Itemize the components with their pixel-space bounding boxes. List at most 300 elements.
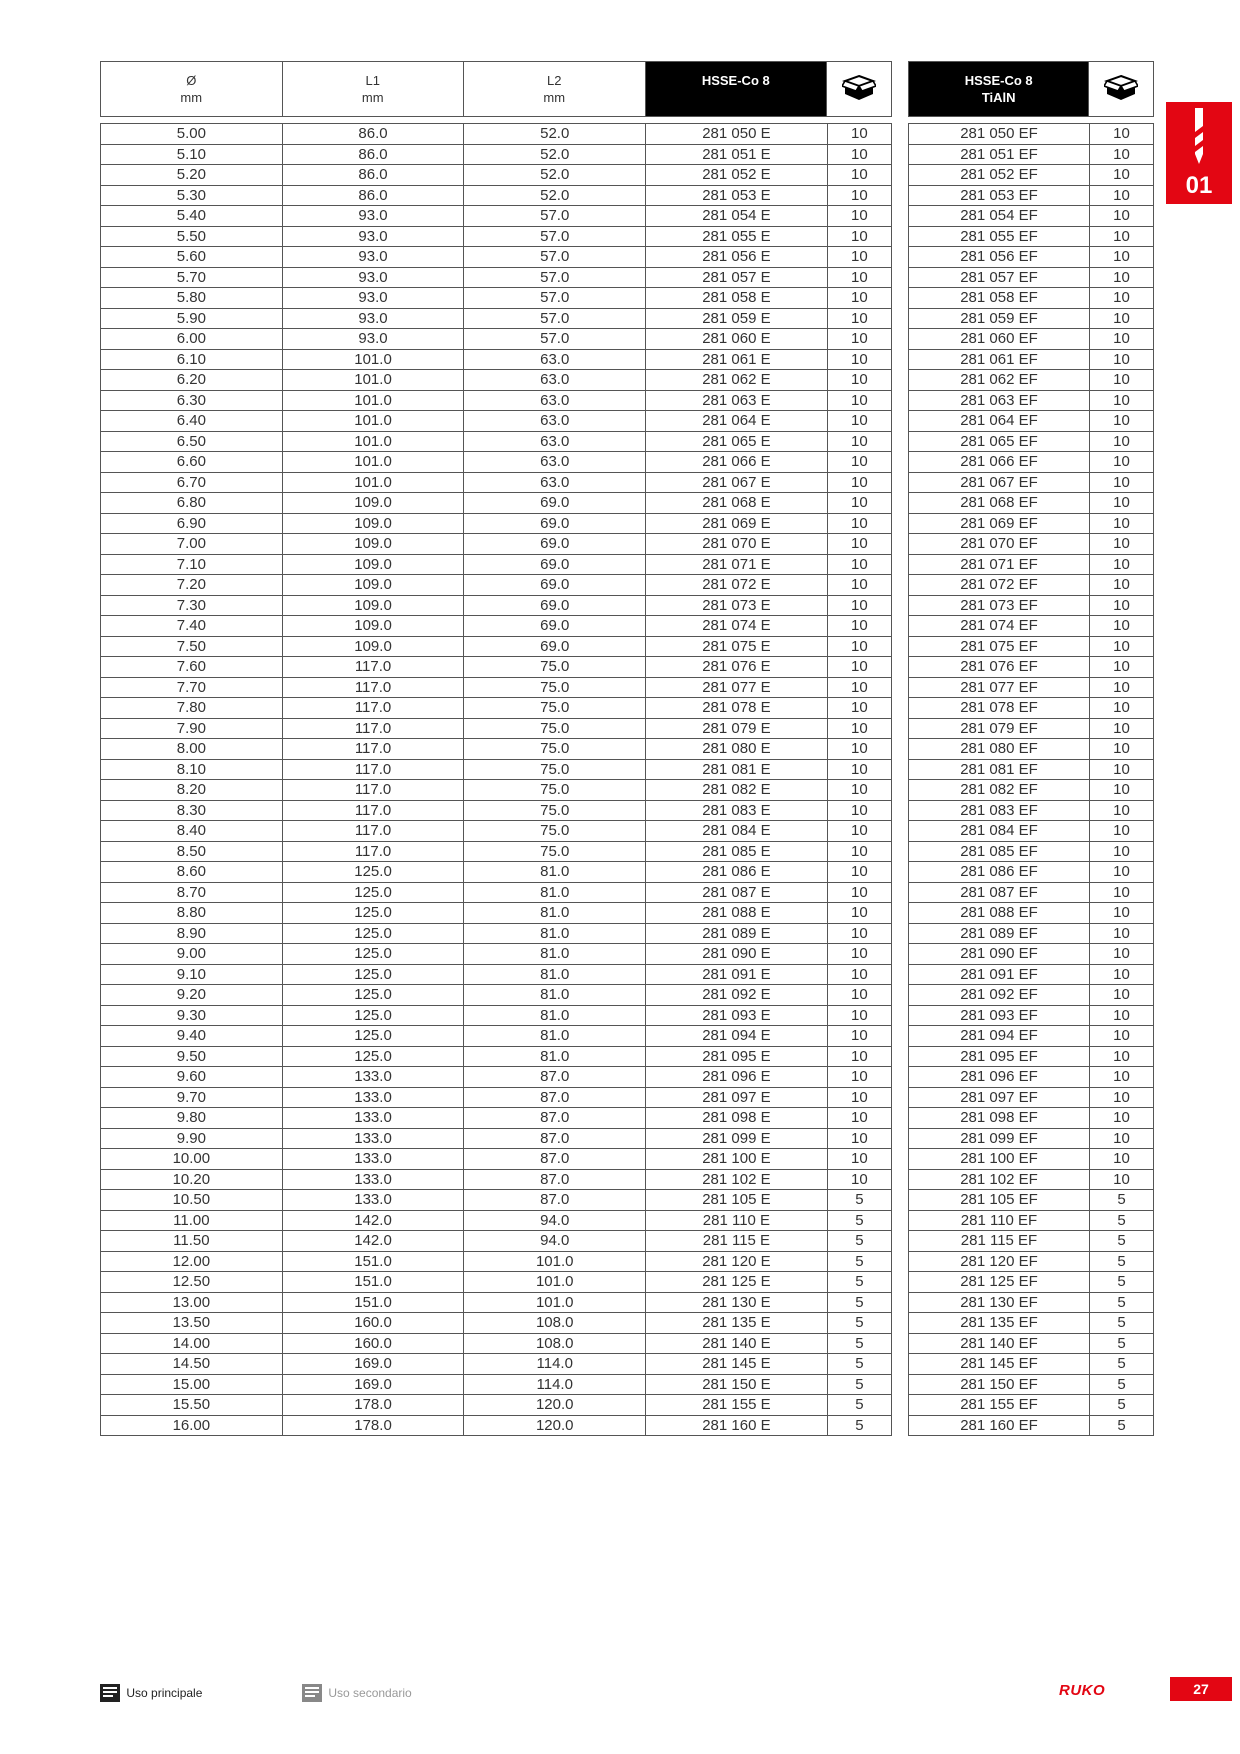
pack-qty-cell: 10	[827, 411, 891, 432]
header-diameter-unit: mm	[180, 90, 203, 105]
article-ef-cell: 281 140 EF	[909, 1333, 1090, 1354]
diameter-cell: 8.20	[101, 780, 283, 801]
table-row	[909, 1149, 1154, 1170]
table-row	[909, 1108, 1154, 1129]
l2-cell: 57.0	[464, 288, 646, 309]
pack-qty-cell: 10	[827, 985, 891, 1006]
table-row	[101, 1313, 892, 1334]
table-row	[101, 534, 892, 555]
pack-qty-cell: 10	[827, 247, 891, 268]
table-row	[909, 1415, 1154, 1436]
header-pack-qty-tialn	[1089, 62, 1154, 117]
table-row	[101, 800, 892, 821]
pack-qty-cell: 10	[827, 165, 891, 186]
table-row	[101, 493, 892, 514]
table-row	[909, 329, 1154, 350]
article-ef-cell: 281 058 EF	[909, 288, 1090, 309]
table-row	[101, 595, 892, 616]
l1-cell: 109.0	[282, 554, 464, 575]
article-e-cell: 281 084 E	[646, 821, 828, 842]
header-hsse-co8	[645, 62, 827, 117]
table-row	[909, 1333, 1154, 1354]
article-e-cell: 281 093 E	[646, 1005, 828, 1026]
l2-cell: 75.0	[464, 739, 646, 760]
pack-qty-ef-cell: 5	[1090, 1272, 1154, 1293]
pack-qty-ef-cell: 10	[1090, 206, 1154, 227]
diameter-cell: 9.10	[101, 964, 283, 985]
l2-cell: 63.0	[464, 452, 646, 473]
l1-cell: 109.0	[282, 616, 464, 637]
table-row	[101, 206, 892, 227]
pack-qty-cell: 10	[827, 800, 891, 821]
pack-qty-ef-cell: 10	[1090, 554, 1154, 575]
diameter-cell: 9.50	[101, 1046, 283, 1067]
diameter-cell: 6.30	[101, 390, 283, 411]
pack-qty-cell: 10	[827, 944, 891, 965]
pack-qty-ef-cell: 10	[1090, 124, 1154, 145]
table-row	[101, 821, 892, 842]
article-e-cell: 281 155 E	[646, 1395, 828, 1416]
article-e-cell: 281 062 E	[646, 370, 828, 391]
diameter-cell: 12.50	[101, 1272, 283, 1293]
pack-qty-cell: 5	[827, 1374, 891, 1395]
pack-qty-ef-cell: 10	[1090, 985, 1154, 1006]
l1-cell: 178.0	[282, 1395, 464, 1416]
l2-cell: 69.0	[464, 636, 646, 657]
pack-qty-ef-cell: 10	[1090, 821, 1154, 842]
pack-qty-ef-cell: 5	[1090, 1292, 1154, 1313]
l1-cell: 101.0	[282, 452, 464, 473]
main-table-header	[100, 61, 892, 117]
table-row	[101, 165, 892, 186]
pack-qty-cell: 10	[827, 718, 891, 739]
article-e-cell: 281 063 E	[646, 390, 828, 411]
pack-qty-cell: 10	[827, 821, 891, 842]
l2-cell: 114.0	[464, 1354, 646, 1375]
l1-cell: 93.0	[282, 329, 464, 350]
pack-qty-ef-cell: 10	[1090, 780, 1154, 801]
table-row	[101, 1251, 892, 1272]
l1-cell: 125.0	[282, 985, 464, 1006]
article-e-cell: 281 089 E	[646, 923, 828, 944]
diameter-cell: 8.40	[101, 821, 283, 842]
pack-qty-ef-cell: 10	[1090, 698, 1154, 719]
article-ef-cell: 281 098 EF	[909, 1108, 1090, 1129]
pack-qty-cell: 10	[827, 390, 891, 411]
l1-cell: 117.0	[282, 739, 464, 760]
diameter-cell: 8.80	[101, 903, 283, 924]
diameter-cell: 7.00	[101, 534, 283, 555]
article-ef-cell: 281 110 EF	[909, 1210, 1090, 1231]
l2-cell: 87.0	[464, 1087, 646, 1108]
pack-qty-ef-cell: 5	[1090, 1333, 1154, 1354]
table-row	[101, 657, 892, 678]
l2-cell: 94.0	[464, 1231, 646, 1252]
diameter-cell: 8.00	[101, 739, 283, 760]
pack-qty-cell: 10	[827, 472, 891, 493]
article-e-cell: 281 073 E	[646, 595, 828, 616]
diameter-cell: 6.00	[101, 329, 283, 350]
article-e-cell: 281 096 E	[646, 1067, 828, 1088]
diameter-cell: 10.00	[101, 1149, 283, 1170]
diameter-cell: 7.90	[101, 718, 283, 739]
article-ef-cell: 281 076 EF	[909, 657, 1090, 678]
l1-cell: 125.0	[282, 964, 464, 985]
table-row	[101, 390, 892, 411]
l2-cell: 120.0	[464, 1395, 646, 1416]
l2-cell: 101.0	[464, 1292, 646, 1313]
pack-qty-cell: 10	[827, 1169, 891, 1190]
table-row	[101, 267, 892, 288]
l1-cell: 109.0	[282, 513, 464, 534]
article-ef-cell: 281 063 EF	[909, 390, 1090, 411]
pack-qty-cell: 10	[827, 452, 891, 473]
table-row	[101, 882, 892, 903]
l2-cell: 101.0	[464, 1251, 646, 1272]
pack-qty-cell: 5	[827, 1190, 891, 1211]
article-e-cell: 281 086 E	[646, 862, 828, 883]
table-row	[909, 534, 1154, 555]
table-row	[909, 1313, 1154, 1334]
table-row	[909, 226, 1154, 247]
article-ef-cell: 281 090 EF	[909, 944, 1090, 965]
l2-cell: 69.0	[464, 554, 646, 575]
l2-cell: 81.0	[464, 1046, 646, 1067]
article-ef-cell: 281 160 EF	[909, 1415, 1090, 1436]
pack-qty-ef-cell: 10	[1090, 308, 1154, 329]
l1-cell: 101.0	[282, 472, 464, 493]
table-row	[909, 944, 1154, 965]
pack-qty-cell: 10	[827, 677, 891, 698]
diameter-cell: 9.00	[101, 944, 283, 965]
pack-qty-ef-cell: 10	[1090, 739, 1154, 760]
table-row	[909, 1354, 1154, 1375]
article-e-cell: 281 140 E	[646, 1333, 828, 1354]
pack-qty-ef-cell: 10	[1090, 1128, 1154, 1149]
pack-qty-cell: 10	[827, 595, 891, 616]
l1-cell: 151.0	[282, 1251, 464, 1272]
article-ef-cell: 281 054 EF	[909, 206, 1090, 227]
article-ef-cell: 281 061 EF	[909, 349, 1090, 370]
article-e-cell: 281 068 E	[646, 493, 828, 514]
table-row	[909, 472, 1154, 493]
article-ef-cell: 281 067 EF	[909, 472, 1090, 493]
main-table	[100, 123, 892, 1436]
table-row	[909, 800, 1154, 821]
pack-qty-ef-cell: 10	[1090, 903, 1154, 924]
table-row	[101, 226, 892, 247]
l1-cell: 178.0	[282, 1415, 464, 1436]
l2-cell: 63.0	[464, 411, 646, 432]
article-e-cell: 281 066 E	[646, 452, 828, 473]
diameter-cell: 6.90	[101, 513, 283, 534]
pack-qty-cell: 10	[827, 923, 891, 944]
article-e-cell: 281 077 E	[646, 677, 828, 698]
table-row	[909, 1374, 1154, 1395]
diameter-cell: 12.00	[101, 1251, 283, 1272]
l2-cell: 63.0	[464, 390, 646, 411]
diameter-cell: 5.80	[101, 288, 283, 309]
pack-qty-ef-cell: 10	[1090, 677, 1154, 698]
table-row	[909, 657, 1154, 678]
diameter-cell: 9.40	[101, 1026, 283, 1047]
l1-cell: 117.0	[282, 759, 464, 780]
l1-cell: 142.0	[282, 1231, 464, 1252]
article-e-cell: 281 069 E	[646, 513, 828, 534]
pack-qty-cell: 10	[827, 206, 891, 227]
article-ef-cell: 281 079 EF	[909, 718, 1090, 739]
l1-cell: 133.0	[282, 1169, 464, 1190]
chapter-number: 01	[1185, 172, 1213, 199]
pack-qty-cell: 10	[827, 1046, 891, 1067]
header-diameter-symbol: Ø	[186, 73, 197, 88]
table-row	[101, 1128, 892, 1149]
l2-cell: 57.0	[464, 226, 646, 247]
pack-qty-cell: 10	[827, 636, 891, 657]
pack-qty-ef-cell: 10	[1090, 513, 1154, 534]
l1-cell: 151.0	[282, 1292, 464, 1313]
table-row	[101, 247, 892, 268]
table-row	[909, 903, 1154, 924]
table-row	[909, 1046, 1154, 1067]
table-row	[101, 1005, 892, 1026]
article-e-cell: 281 072 E	[646, 575, 828, 596]
l1-cell: 125.0	[282, 862, 464, 883]
article-ef-cell: 281 073 EF	[909, 595, 1090, 616]
table-row	[909, 616, 1154, 637]
table-row	[909, 759, 1154, 780]
diameter-cell: 16.00	[101, 1415, 283, 1436]
l2-cell: 57.0	[464, 206, 646, 227]
table-row	[101, 1169, 892, 1190]
l1-cell: 109.0	[282, 636, 464, 657]
pack-qty-ef-cell: 10	[1090, 390, 1154, 411]
header-diameter	[101, 62, 283, 117]
diameter-cell: 8.10	[101, 759, 283, 780]
diameter-cell: 15.50	[101, 1395, 283, 1416]
diameter-cell: 7.30	[101, 595, 283, 616]
pack-qty-cell: 10	[827, 657, 891, 678]
table-row	[909, 1210, 1154, 1231]
diameter-cell: 14.50	[101, 1354, 283, 1375]
table-row	[909, 1292, 1154, 1313]
l1-cell: 125.0	[282, 944, 464, 965]
article-ef-cell: 281 055 EF	[909, 226, 1090, 247]
table-row	[101, 370, 892, 391]
legend-secondary-label: Uso secondario	[328, 1686, 412, 1700]
pack-qty-ef-cell: 10	[1090, 534, 1154, 555]
l2-cell: 57.0	[464, 267, 646, 288]
table-row	[909, 636, 1154, 657]
article-e-cell: 281 076 E	[646, 657, 828, 678]
diameter-cell: 7.20	[101, 575, 283, 596]
table-row	[101, 124, 892, 145]
article-e-cell: 281 057 E	[646, 267, 828, 288]
l2-cell: 114.0	[464, 1374, 646, 1395]
pack-qty-cell: 10	[827, 1005, 891, 1026]
l1-cell: 117.0	[282, 718, 464, 739]
article-ef-cell: 281 066 EF	[909, 452, 1090, 473]
pack-qty-cell: 5	[827, 1292, 891, 1313]
l2-cell: 69.0	[464, 575, 646, 596]
table-row	[909, 780, 1154, 801]
pack-qty-cell: 10	[827, 1067, 891, 1088]
pack-qty-cell: 10	[827, 964, 891, 985]
l1-cell: 117.0	[282, 780, 464, 801]
pack-qty-cell: 5	[827, 1272, 891, 1293]
table-row	[909, 1272, 1154, 1293]
article-ef-cell: 281 095 EF	[909, 1046, 1090, 1067]
table-row	[909, 390, 1154, 411]
pack-qty-cell: 5	[827, 1354, 891, 1375]
pack-qty-ef-cell: 10	[1090, 841, 1154, 862]
l1-cell: 93.0	[282, 226, 464, 247]
pack-qty-ef-cell: 5	[1090, 1251, 1154, 1272]
l1-cell: 101.0	[282, 349, 464, 370]
pack-qty-ef-cell: 10	[1090, 411, 1154, 432]
header-hsse-co8-tialn-label: HSSE-Co 8	[964, 73, 1033, 88]
diameter-cell: 8.70	[101, 882, 283, 903]
l2-cell: 87.0	[464, 1108, 646, 1129]
tialn-table	[908, 123, 1154, 1436]
pack-qty-cell: 10	[827, 1108, 891, 1129]
table-row	[101, 1231, 892, 1252]
table-row	[101, 1333, 892, 1354]
pack-qty-cell: 10	[827, 575, 891, 596]
l1-cell: 93.0	[282, 267, 464, 288]
pack-qty-cell: 10	[827, 903, 891, 924]
diameter-cell: 5.50	[101, 226, 283, 247]
l2-cell: 63.0	[464, 370, 646, 391]
diameter-cell: 9.70	[101, 1087, 283, 1108]
pack-qty-ef-cell: 10	[1090, 144, 1154, 165]
article-e-cell: 281 102 E	[646, 1169, 828, 1190]
table-row	[909, 144, 1154, 165]
table-row	[909, 575, 1154, 596]
article-e-cell: 281 051 E	[646, 144, 828, 165]
article-ef-cell: 281 075 EF	[909, 636, 1090, 657]
l1-cell: 117.0	[282, 657, 464, 678]
l2-cell: 81.0	[464, 964, 646, 985]
pack-qty-ef-cell: 5	[1090, 1210, 1154, 1231]
l2-cell: 52.0	[464, 144, 646, 165]
legend-secondary	[302, 1684, 412, 1702]
l2-cell: 81.0	[464, 944, 646, 965]
table-row	[101, 1272, 892, 1293]
article-e-cell: 281 120 E	[646, 1251, 828, 1272]
table-row	[101, 1108, 892, 1129]
table-row	[909, 841, 1154, 862]
legend-primary-label: Uso principale	[126, 1686, 203, 1700]
article-ef-cell: 281 086 EF	[909, 862, 1090, 883]
l2-cell: 81.0	[464, 882, 646, 903]
table-row	[101, 1354, 892, 1375]
article-e-cell: 281 105 E	[646, 1190, 828, 1211]
l2-cell: 87.0	[464, 1067, 646, 1088]
diameter-cell: 14.00	[101, 1333, 283, 1354]
article-e-cell: 281 095 E	[646, 1046, 828, 1067]
article-ef-cell: 281 052 EF	[909, 165, 1090, 186]
article-ef-cell: 281 087 EF	[909, 882, 1090, 903]
article-ef-cell: 281 085 EF	[909, 841, 1090, 862]
table-row	[909, 677, 1154, 698]
pack-qty-ef-cell: 10	[1090, 493, 1154, 514]
pack-qty-cell: 5	[827, 1333, 891, 1354]
article-e-cell: 281 075 E	[646, 636, 828, 657]
diameter-cell: 10.20	[101, 1169, 283, 1190]
pack-qty-ef-cell: 10	[1090, 452, 1154, 473]
pack-qty-cell: 10	[827, 124, 891, 145]
pack-qty-cell: 10	[827, 308, 891, 329]
article-ef-cell: 281 105 EF	[909, 1190, 1090, 1211]
l1-cell: 169.0	[282, 1354, 464, 1375]
l2-cell: 57.0	[464, 308, 646, 329]
diameter-cell: 5.40	[101, 206, 283, 227]
article-e-cell: 281 061 E	[646, 349, 828, 370]
table-row	[909, 206, 1154, 227]
l2-cell: 94.0	[464, 1210, 646, 1231]
article-ef-cell: 281 094 EF	[909, 1026, 1090, 1047]
pack-qty-cell: 10	[827, 185, 891, 206]
table-row	[909, 595, 1154, 616]
diameter-cell: 8.90	[101, 923, 283, 944]
article-ef-cell: 281 084 EF	[909, 821, 1090, 842]
article-ef-cell: 281 069 EF	[909, 513, 1090, 534]
table-row	[909, 493, 1154, 514]
table-row	[101, 862, 892, 883]
l2-cell: 81.0	[464, 862, 646, 883]
table-row	[101, 636, 892, 657]
diameter-cell: 7.40	[101, 616, 283, 637]
diameter-cell: 6.70	[101, 472, 283, 493]
table-row	[909, 1026, 1154, 1047]
l1-cell: 93.0	[282, 288, 464, 309]
table-row	[101, 1374, 892, 1395]
pack-qty-ef-cell: 10	[1090, 1067, 1154, 1088]
article-e-cell: 281 085 E	[646, 841, 828, 862]
table-row	[101, 554, 892, 575]
article-ef-cell: 281 089 EF	[909, 923, 1090, 944]
pack-qty-ef-cell: 5	[1090, 1231, 1154, 1252]
pack-qty-ef-cell: 10	[1090, 370, 1154, 391]
l1-cell: 133.0	[282, 1149, 464, 1170]
l2-cell: 75.0	[464, 841, 646, 862]
table-row	[909, 739, 1154, 760]
tialn-table-header	[908, 61, 1154, 117]
l2-cell: 81.0	[464, 923, 646, 944]
pack-qty-cell: 10	[827, 554, 891, 575]
article-e-cell: 281 079 E	[646, 718, 828, 739]
table-row	[101, 903, 892, 924]
article-ef-cell: 281 083 EF	[909, 800, 1090, 821]
pack-qty-cell: 10	[827, 349, 891, 370]
table-row	[101, 1149, 892, 1170]
l1-cell: 117.0	[282, 698, 464, 719]
table-row	[909, 185, 1154, 206]
brand-logo: RUKO	[1059, 1682, 1106, 1699]
pack-qty-cell: 10	[827, 780, 891, 801]
pack-qty-ef-cell: 10	[1090, 964, 1154, 985]
article-e-cell: 281 064 E	[646, 411, 828, 432]
article-ef-cell: 281 150 EF	[909, 1374, 1090, 1395]
pack-qty-ef-cell: 10	[1090, 1005, 1154, 1026]
table-row	[909, 452, 1154, 473]
article-ef-cell: 281 102 EF	[909, 1169, 1090, 1190]
pack-qty-cell: 10	[827, 513, 891, 534]
l1-cell: 133.0	[282, 1128, 464, 1149]
article-ef-cell: 281 097 EF	[909, 1087, 1090, 1108]
l2-cell: 120.0	[464, 1415, 646, 1436]
